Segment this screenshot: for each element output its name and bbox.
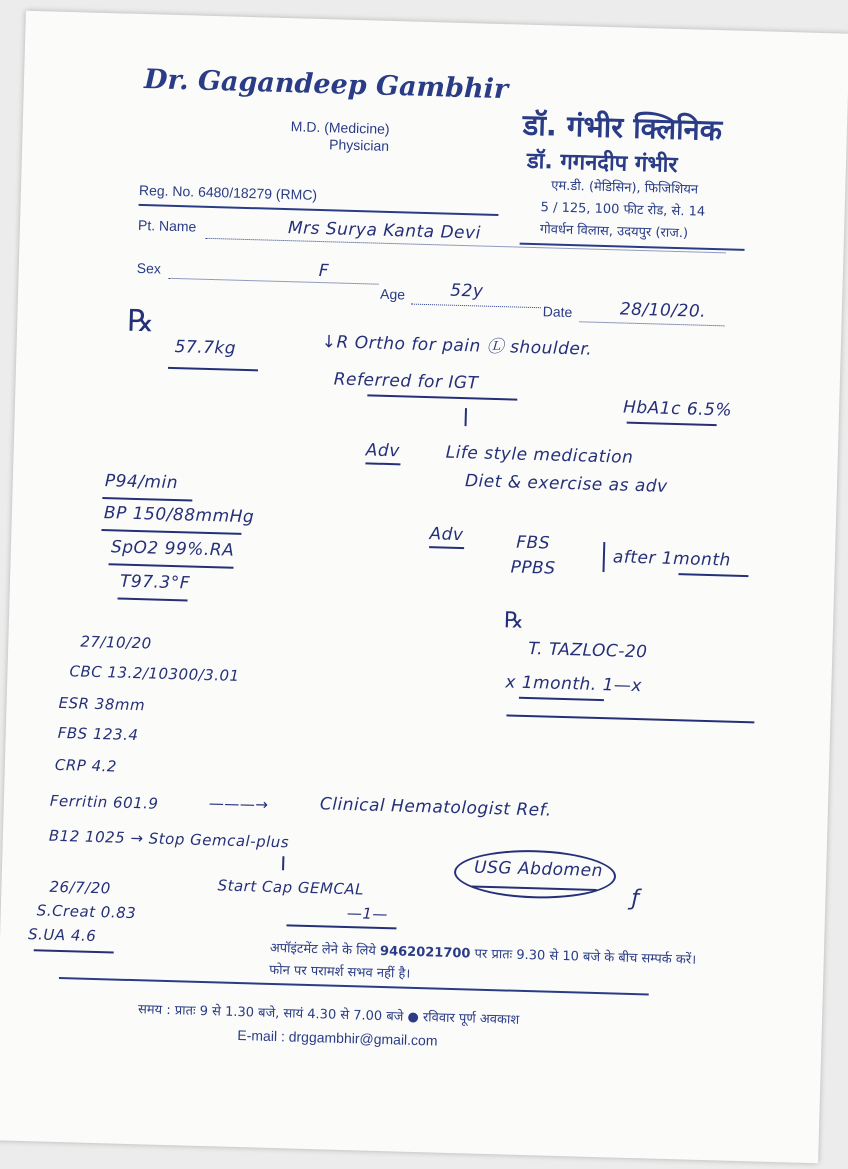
adv1-line1: Life style medication: [445, 442, 634, 468]
address-line-1: 5 / 125, 100 फीट रोड, से. 14: [540, 200, 706, 220]
sex-line: [169, 278, 379, 285]
gemcal-dose: —1—: [346, 904, 389, 924]
complaint: ↓R Ortho for pain Ⓛ shoulder.: [321, 332, 593, 360]
notice-pre: अपॉइंटमेंट लेने के लिये: [269, 940, 377, 959]
registration-number: Reg. No. 6480/18279 (RMC): [138, 181, 318, 203]
rx-divider: [506, 714, 754, 722]
designation: Physician: [328, 136, 390, 154]
address-line-2: गोवर्धन विलास, उदयपुर (राज.): [539, 222, 689, 242]
gemcal-underline: [286, 924, 396, 929]
qualification-hindi: एम.डी. (मेडिसिन), फिजिशियन: [551, 178, 699, 198]
weight-underline: [168, 367, 258, 371]
fbs-test: FBS: [515, 532, 551, 554]
lab-date-2: 26/7/20: [49, 877, 112, 898]
date-value: 28/10/20.: [619, 299, 707, 322]
temperature: T97.3°F: [119, 571, 191, 594]
bp: BP 150/88mmHg: [103, 503, 255, 528]
clinic-phone: 9462021700: [379, 943, 471, 962]
start-gemcal: Start Cap GEMCAL: [217, 876, 365, 899]
qualification-block: [290, 118, 390, 155]
pulse: P94/min: [104, 471, 179, 494]
qualification: M.D. (Medicine): [290, 118, 390, 137]
after-underline: [678, 573, 748, 576]
doctor-name: Dr. Gagandeep Gambhir: [143, 64, 509, 106]
ferritin: Ferritin 601.9: [49, 791, 159, 813]
creatinine: S.Creat 0.83: [36, 901, 137, 923]
referred-underline: [367, 394, 517, 400]
esr: ESR 38mm: [58, 693, 146, 715]
age-line: [411, 304, 541, 309]
age-label: Age: [379, 285, 406, 303]
b12: B12 1025 → Stop Gemcal-plus: [48, 826, 290, 852]
crp: CRP 4.2: [54, 755, 118, 776]
prescription-sheet: [0, 11, 848, 1164]
doctor-name-hindi: डॉ. गगनदीप गंभीर: [526, 148, 678, 178]
age-value: 52y: [450, 280, 484, 302]
temp-underline: [118, 598, 188, 601]
patient-name-label: Pt. Name: [137, 216, 197, 235]
clinic-email: E-mail : drggambhir@gmail.com: [237, 1027, 438, 1049]
duration-underline: [519, 697, 604, 701]
sex-label: Sex: [136, 259, 162, 277]
arrow-down: [465, 408, 467, 426]
ua-underline: [34, 949, 114, 953]
adv1-underline: [365, 462, 400, 464]
ferritin-arrow: ———→: [208, 794, 269, 814]
adv1-line2: Diet & exercise as adv: [464, 471, 668, 497]
uric-acid: S.UA 4.6: [27, 925, 97, 946]
weight: 57.7kg: [174, 337, 237, 359]
patient-name-value: Mrs Surya Kanta Devi: [287, 218, 482, 244]
usg: USG Abdomen: [473, 857, 604, 882]
referred: Referred for IGT: [333, 369, 479, 394]
clinic-timing: समय : प्रातः 9 से 1.30 बजे, सायं 4.30 से 7.00 बजे ● रविवार पूर्ण अवकाश: [137, 1002, 520, 1028]
date-label: Date: [542, 303, 573, 321]
ppbs-test: PPBS: [510, 557, 556, 579]
notice-post: पर प्रातः 9.30 से 10 बजे के बीच सम्पर्क करें।: [474, 946, 697, 968]
adv2-underline: [429, 546, 464, 548]
rx-symbol-2: ℞: [503, 608, 525, 634]
pulse-underline: [102, 497, 192, 501]
lab-date-1: 27/10/20: [80, 632, 152, 653]
arrow-down-2: [282, 856, 284, 870]
tablet-duration: x 1month. 1—x: [505, 672, 643, 697]
adv1-label: Adv: [365, 440, 401, 462]
spo2: SpO2 99%.RA: [110, 537, 235, 561]
bracket: [602, 542, 604, 572]
adv2-label: Adv: [429, 524, 464, 546]
phone-notice: फोन पर परामर्श सभव नहीं है।: [269, 962, 411, 982]
cbc: CBC 13.2/10300/3.01: [69, 662, 240, 685]
hba1c-underline: [627, 422, 717, 426]
header-divider: [139, 204, 499, 216]
sex-value: F: [318, 260, 330, 282]
spo2-underline: [108, 563, 233, 568]
date-line: [579, 321, 724, 326]
signature: ƒ: [631, 885, 640, 912]
after-duration: after 1month: [612, 547, 732, 571]
hba1c: HbA1c 6.5%: [622, 397, 733, 421]
tablet: T. TAZLOC-20: [528, 638, 648, 663]
clinical-referral: Clinical Hematologist Ref.: [319, 794, 553, 821]
clinic-name-hindi: डॉ. गंभीर क्लिनिक: [522, 107, 723, 148]
bp-underline: [101, 529, 241, 534]
rx-symbol: ℞: [126, 303, 156, 340]
fbs-value: FBS 123.4: [57, 723, 139, 745]
